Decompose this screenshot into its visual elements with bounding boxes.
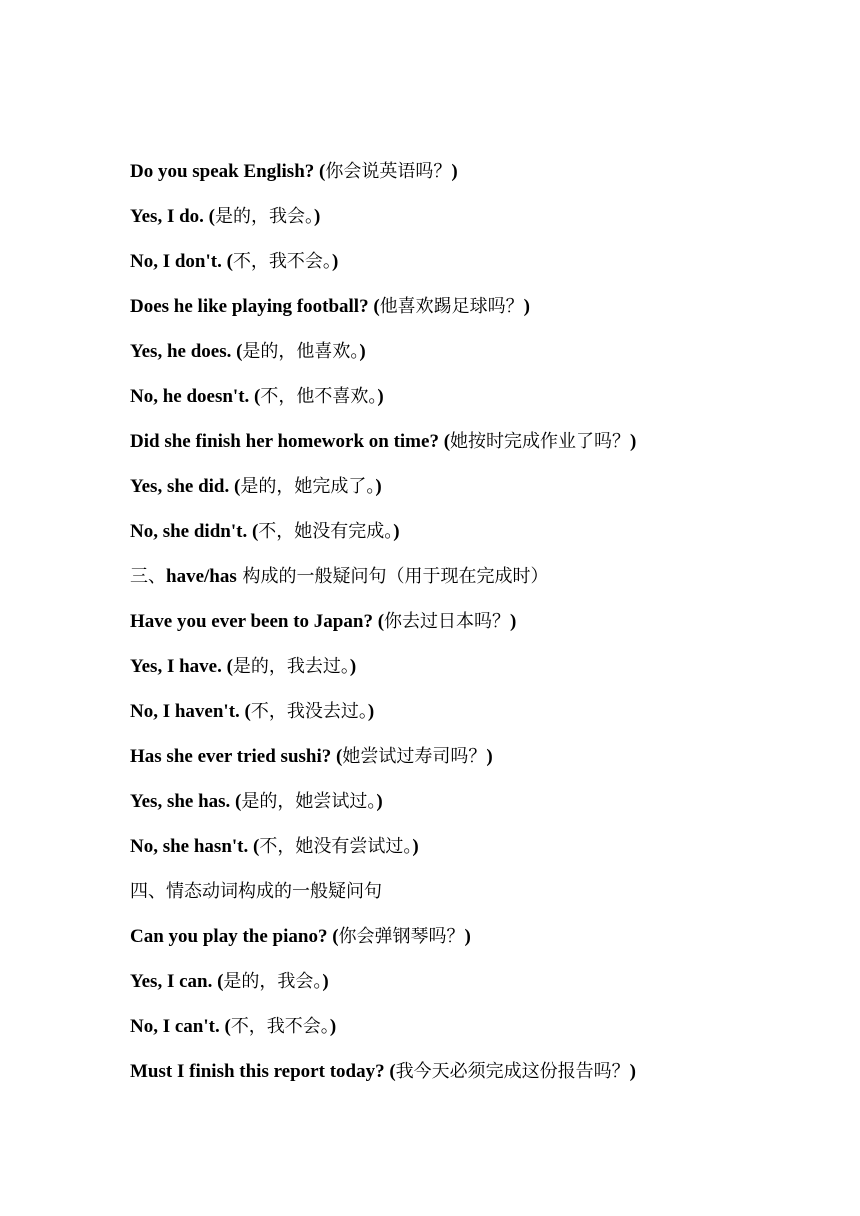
text-line xyxy=(130,203,830,248)
english-text: Does he like playing football? ( xyxy=(130,296,380,317)
text-line xyxy=(130,338,830,383)
text-line xyxy=(130,743,830,788)
chinese-text: 不，她没有完成。 xyxy=(258,521,394,542)
chinese-text: 我今天必须完成这份报告吗？ xyxy=(395,1061,630,1082)
chinese-text: 不，他不喜欢。 xyxy=(260,386,378,407)
chinese-text: 他喜欢踢足球吗？ xyxy=(379,296,524,317)
english-text: No, she didn't. ( xyxy=(130,521,259,542)
heading-prefix: 三、 xyxy=(130,566,166,587)
chinese-text: 是的，我会。 xyxy=(214,206,314,227)
text-line xyxy=(130,473,830,518)
english-text: Can you play the piano? ( xyxy=(130,926,339,947)
chinese-text: 不，她没有尝试过。 xyxy=(259,836,413,857)
close-paren: ) xyxy=(375,476,382,497)
text-line xyxy=(130,788,830,833)
english-text: Did she finish her homework on time? ( xyxy=(130,431,451,452)
close-paren: ) xyxy=(629,1061,636,1082)
chinese-text: 不，我不会。 xyxy=(232,251,332,272)
close-paren: ) xyxy=(359,341,366,362)
chinese-text: 是的，她完成了。 xyxy=(240,476,376,497)
close-paren: ) xyxy=(349,656,357,677)
close-paren: ) xyxy=(377,386,384,407)
chinese-text: 是的，我去过。 xyxy=(232,656,350,677)
close-paren: ) xyxy=(393,521,400,542)
chinese-text: 你去过日本吗？ xyxy=(384,611,511,632)
english-text: No, he doesn't. ( xyxy=(130,386,261,407)
section-heading-3 xyxy=(130,563,830,608)
text-line xyxy=(130,293,830,338)
close-paren: ) xyxy=(630,431,637,452)
english-text: Has she ever tried sushi? ( xyxy=(130,746,343,767)
english-text: No, I can't. ( xyxy=(130,1016,231,1037)
text-line xyxy=(130,653,830,698)
chinese-text: 她按时完成作业了吗？ xyxy=(450,431,631,452)
close-paren: ) xyxy=(412,836,419,857)
text-line xyxy=(130,1058,830,1103)
chinese-text: 是的，他喜欢。 xyxy=(242,341,360,362)
close-paren: ) xyxy=(486,746,493,767)
text-line xyxy=(130,968,830,1013)
english-text: Yes, he does. ( xyxy=(130,341,243,362)
chinese-text: 她尝试过寿司吗？ xyxy=(342,746,487,767)
text-line xyxy=(130,518,830,563)
chinese-text: 是的，我会。 xyxy=(223,971,323,992)
text-line xyxy=(130,833,830,878)
close-paren: ) xyxy=(331,251,339,272)
text-line xyxy=(130,428,830,473)
close-paren: ) xyxy=(464,926,471,947)
text-line xyxy=(130,383,830,428)
heading-suffix: 构成的一般疑问句（用于现在完成时） xyxy=(236,566,549,587)
text-line xyxy=(130,1013,830,1058)
chinese-text: 你会说英语吗？ xyxy=(325,161,452,182)
chinese-text: 你会弹钢琴吗？ xyxy=(338,926,465,947)
text-line xyxy=(130,608,830,653)
close-paren: ) xyxy=(367,701,375,722)
english-text: Yes, I have. ( xyxy=(130,656,233,677)
close-paren: ) xyxy=(329,1016,337,1037)
english-text: Yes, she did. ( xyxy=(130,476,241,497)
english-text: No, I haven't. ( xyxy=(130,701,251,722)
text-line xyxy=(130,248,830,293)
chinese-text: 是的，她尝试过。 xyxy=(241,791,377,812)
close-paren: ) xyxy=(523,296,530,317)
text-line xyxy=(130,158,830,203)
document-body xyxy=(130,158,830,1103)
close-paren: ) xyxy=(322,971,329,992)
text-line xyxy=(130,923,830,968)
close-paren: ) xyxy=(510,611,517,632)
chinese-text: 不，我没去过。 xyxy=(250,701,368,722)
english-text: No, she hasn't. ( xyxy=(130,836,260,857)
chinese-text: 不，我不会。 xyxy=(230,1016,330,1037)
english-text: No, I don't. ( xyxy=(130,251,233,272)
close-paren: ) xyxy=(451,161,458,182)
close-paren: ) xyxy=(313,206,321,227)
english-text: Must I finish this report today? ( xyxy=(130,1061,396,1082)
english-text: Have you ever been to Japan? ( xyxy=(130,611,385,632)
english-text: Yes, she has. ( xyxy=(130,791,242,812)
close-paren: ) xyxy=(376,791,383,812)
heading-text: 四、情态动词构成的一般疑问句 xyxy=(130,881,382,902)
english-text: Yes, I do. ( xyxy=(130,206,215,227)
text-line xyxy=(130,698,830,743)
heading-keyword: have/has xyxy=(166,566,237,587)
section-heading-4 xyxy=(130,878,830,923)
english-text: Do you speak English? ( xyxy=(130,161,326,182)
english-text: Yes, I can. ( xyxy=(130,971,224,992)
